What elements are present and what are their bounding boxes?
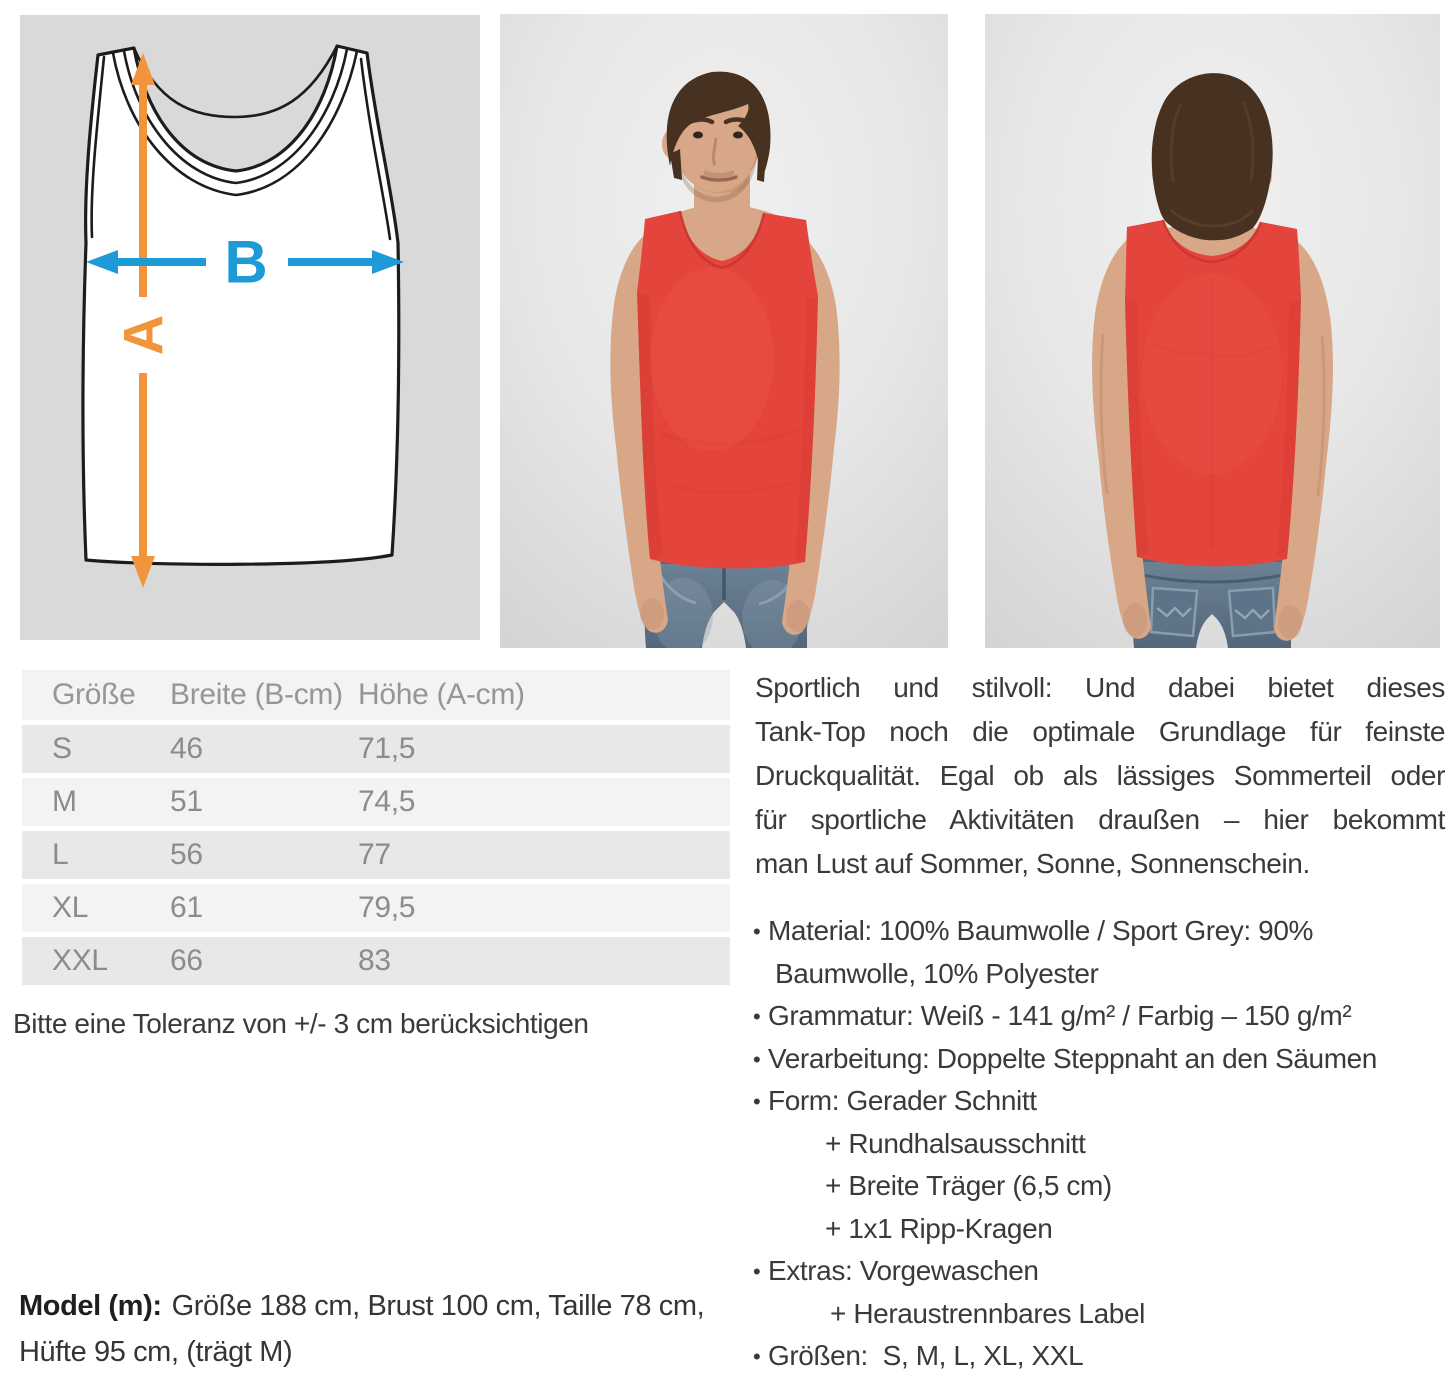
table-row-xxl xyxy=(22,937,730,985)
table-row-m xyxy=(22,778,730,826)
list-subitem xyxy=(753,1165,1448,1208)
photo-vignette xyxy=(985,14,1440,648)
size-cell: M xyxy=(52,785,77,818)
arrow-a-label: A xyxy=(111,314,175,356)
height-cell: 77 xyxy=(358,838,391,871)
list-subitem xyxy=(753,1293,1448,1336)
list-item xyxy=(753,1038,1448,1081)
photo-vignette xyxy=(500,14,948,648)
size-table xyxy=(22,670,730,990)
size-cell: XXL xyxy=(52,944,108,977)
detail-text: + Rundhalsausschnitt xyxy=(825,1127,1086,1159)
height-cell: 71,5 xyxy=(358,732,416,765)
size-cell: L xyxy=(52,838,69,871)
column-header-height: Höhe (A-cm) xyxy=(358,678,525,711)
model-front-photo xyxy=(500,14,948,648)
size-cell: XL xyxy=(52,891,89,924)
detail-text: Verarbeitung: Doppelte Steppnaht an den Säumen xyxy=(768,1042,1377,1074)
bullet-icon: • xyxy=(753,1046,761,1072)
list-item-continuation xyxy=(753,953,1448,996)
bullet-icon: • xyxy=(753,1089,761,1114)
list-item xyxy=(753,1080,1448,1123)
table-row-xl xyxy=(22,884,730,932)
list-subitem xyxy=(753,1208,1448,1251)
bullet-icon: • xyxy=(753,1259,761,1284)
list-subitem xyxy=(753,1123,1448,1166)
width-cell: 61 xyxy=(170,891,203,924)
bullet-icon: • xyxy=(753,919,761,944)
model-info-label: Model (m): xyxy=(19,1290,162,1322)
column-header-width: Breite (B-cm) xyxy=(170,678,343,711)
list-item xyxy=(753,995,1448,1038)
list-item xyxy=(753,1250,1448,1293)
tank-top-measurement-diagram xyxy=(20,15,480,640)
description-line: Tank-Top noch die optimale Grundlage für feinste xyxy=(755,716,1445,747)
width-cell: 66 xyxy=(170,944,203,977)
table-row-l xyxy=(22,831,730,879)
model-back-photo xyxy=(985,14,1440,648)
detail-text: Größen: S, M, L, XL, XXL xyxy=(768,1340,1084,1371)
measurement-diagram-panel xyxy=(20,15,480,640)
height-cell: 79,5 xyxy=(358,891,416,924)
model-info-line2: Hüfte 95 cm, (trägt M) xyxy=(19,1336,293,1368)
arrow-b-label: B xyxy=(224,228,268,296)
width-cell: 56 xyxy=(170,838,203,871)
model-info-line1: Größe 188 cm, Brust 100 cm, Taille 78 cm, xyxy=(171,1290,705,1322)
tolerance-note: Bitte eine Toleranz von +/- 3 cm berücksichtigen xyxy=(13,1008,589,1039)
detail-text: Form: Gerader Schnitt xyxy=(768,1085,1037,1116)
column-header-size: Größe xyxy=(52,678,136,711)
model-front-illustration xyxy=(500,14,948,648)
height-cell: 83 xyxy=(358,944,391,977)
width-cell: 46 xyxy=(170,732,203,765)
bullet-icon: • xyxy=(753,1344,761,1369)
description-line: man Lust auf Sommer, Sonne, Sonnenschein. xyxy=(755,848,1310,879)
detail-text: Material: 100% Baumwolle / Sport Grey: 90% xyxy=(768,915,1314,946)
bullet-icon: • xyxy=(753,1004,761,1029)
product-description xyxy=(755,666,1445,886)
model-info xyxy=(19,1283,739,1375)
list-item xyxy=(753,1335,1448,1378)
detail-text: Extras: Vorgewaschen xyxy=(768,1255,1039,1286)
detail-text: Baumwolle, 10% Polyester xyxy=(775,957,1099,989)
size-cell: S xyxy=(52,732,72,765)
size-table-header-row xyxy=(22,670,730,720)
description-line: Druckqualität. Egal ob als lässiges Sommerteil oder xyxy=(755,760,1445,791)
detail-text: + 1x1 Ripp-Kragen xyxy=(825,1212,1053,1244)
list-item xyxy=(753,910,1448,953)
model-back-illustration xyxy=(985,14,1440,648)
detail-text: + Heraustrennbares Label xyxy=(830,1297,1145,1329)
detail-text: + Breite Träger (6,5 cm) xyxy=(825,1170,1112,1201)
product-details-list xyxy=(753,910,1448,1378)
description-line: Sportlich und stilvoll: Und dabei bietet dieses xyxy=(755,672,1445,703)
table-row-s xyxy=(22,725,730,773)
detail-text: Grammatur: Weiß - 141 g/m² / Farbig – 150 g/m² xyxy=(768,1000,1352,1031)
height-cell: 74,5 xyxy=(358,785,416,818)
width-cell: 51 xyxy=(170,785,203,818)
description-line: für sportliche Aktivitäten draußen – hier bekommt xyxy=(755,804,1445,835)
